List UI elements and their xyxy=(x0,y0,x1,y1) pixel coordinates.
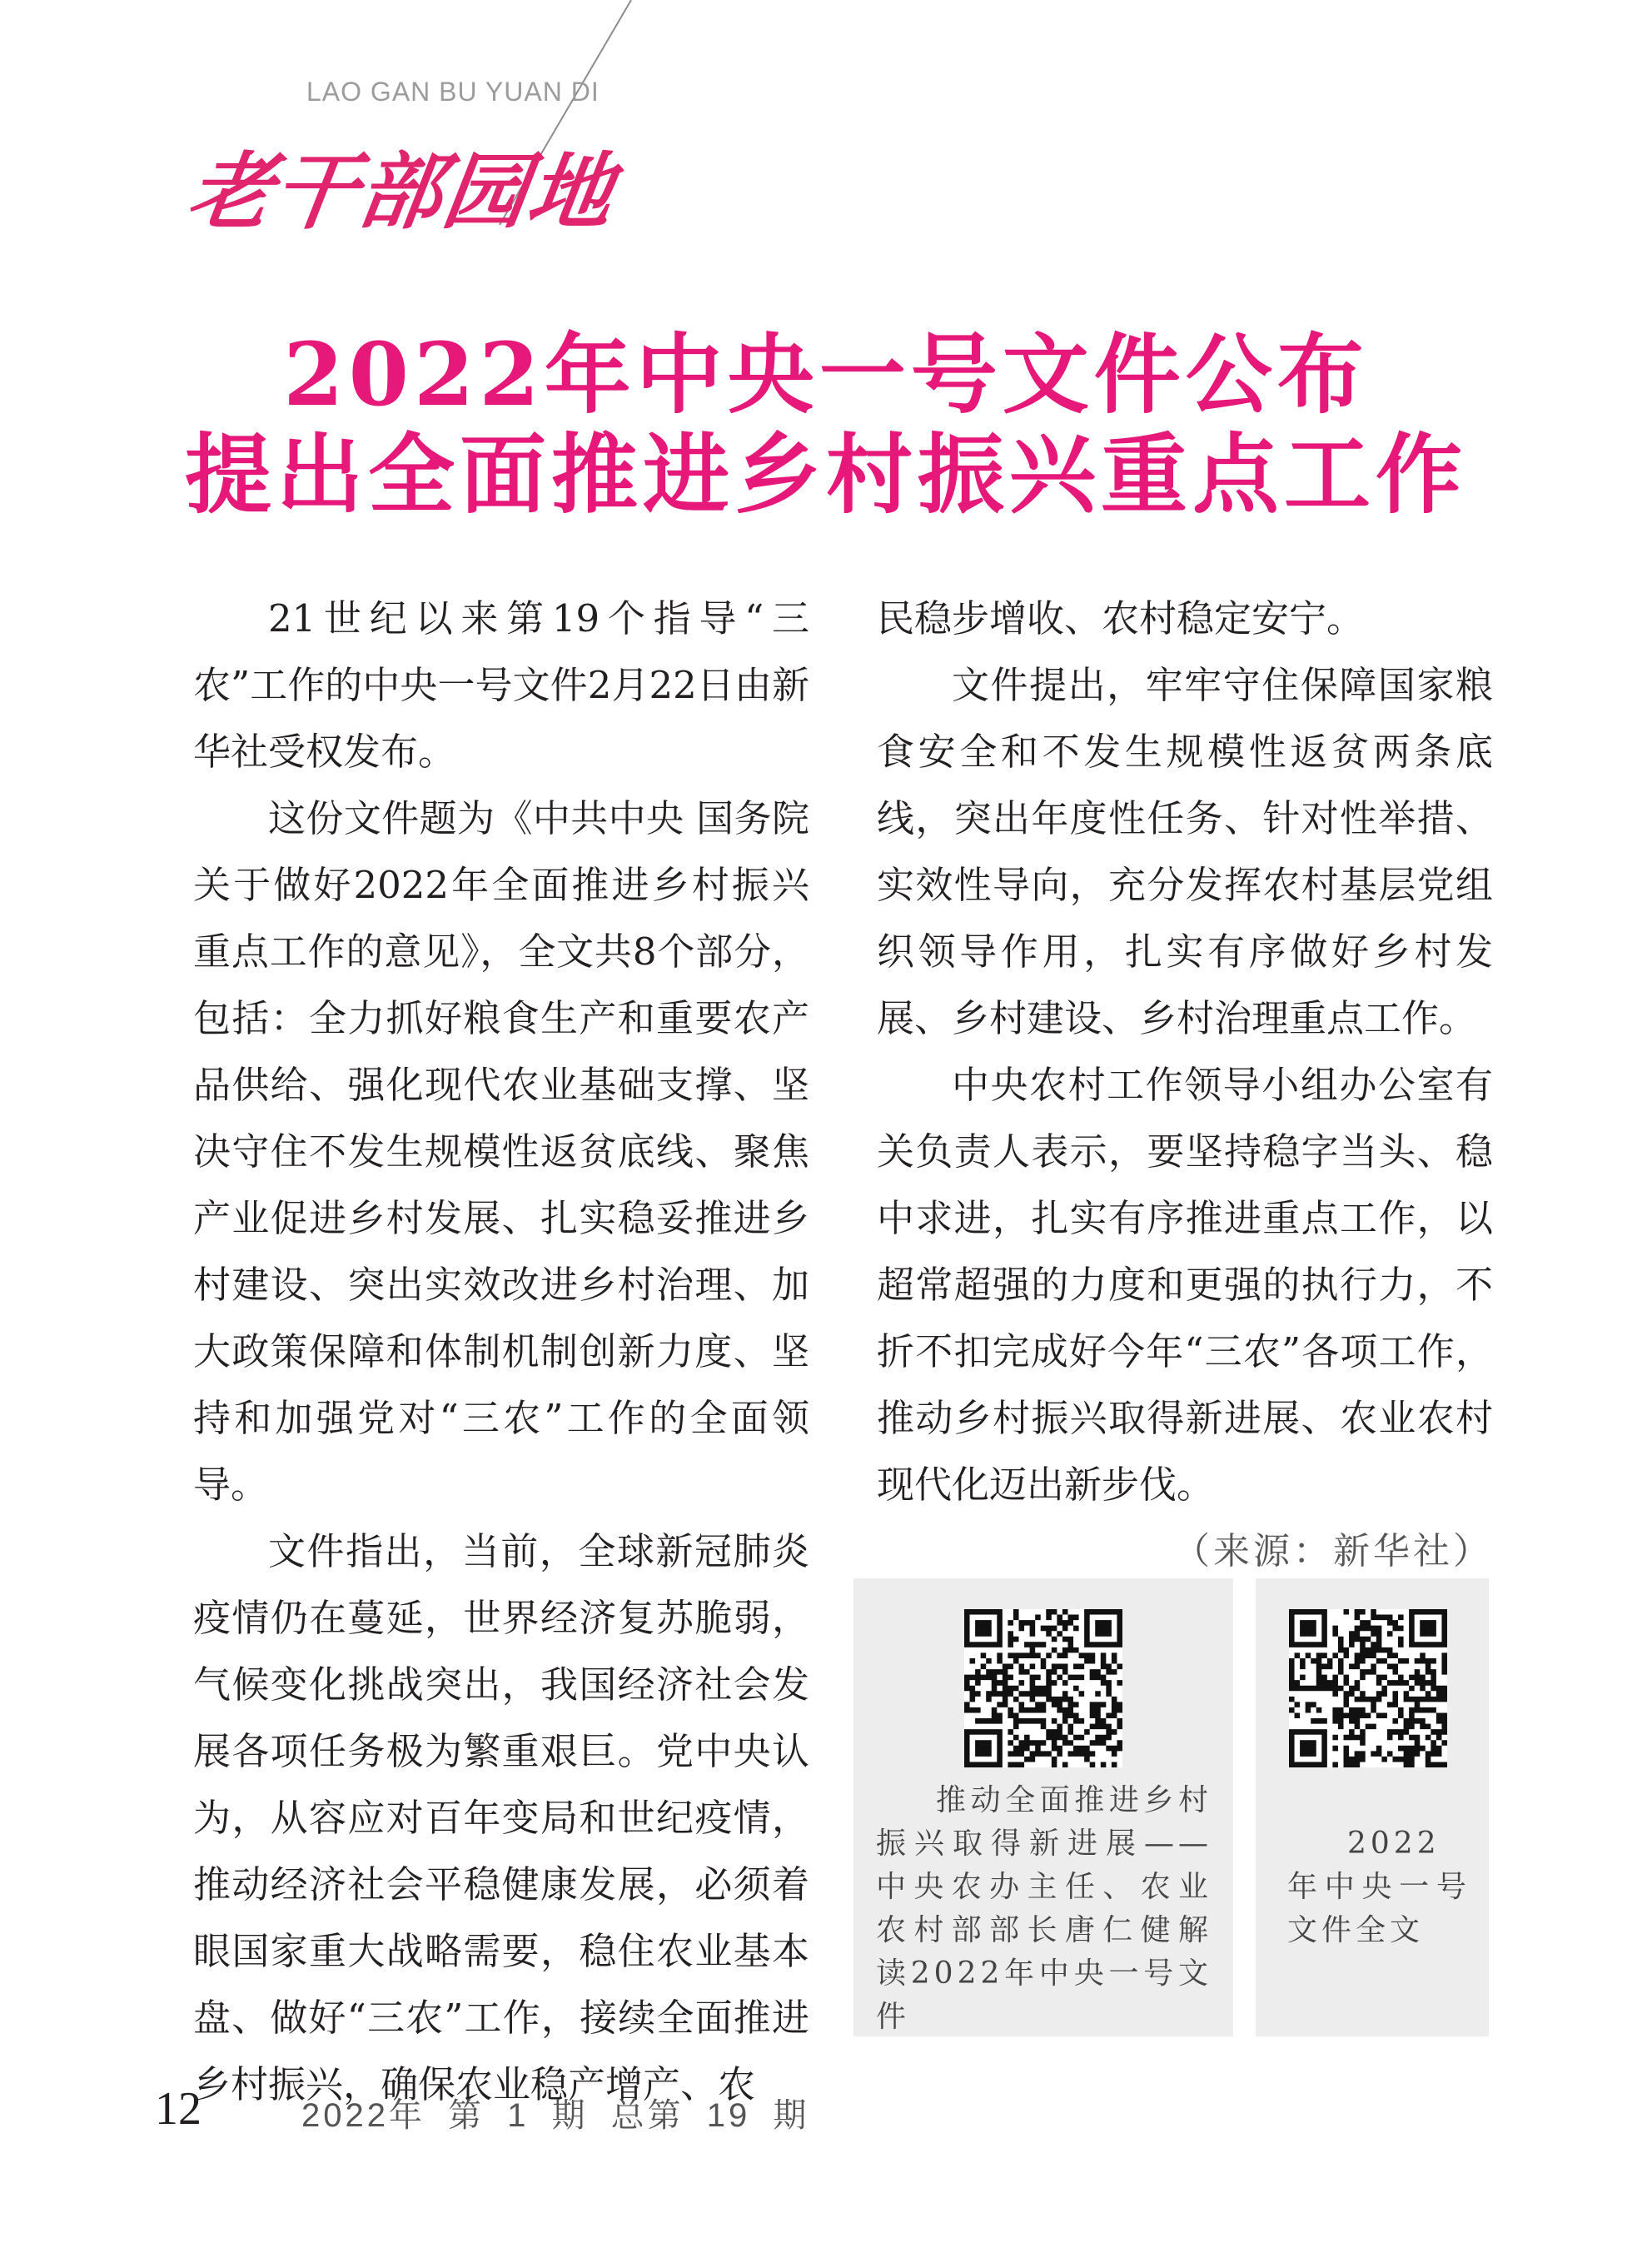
qr-code-icon[interactable] xyxy=(964,1609,1122,1767)
magazine-logo: 老干部园地 xyxy=(182,142,621,241)
article-title-line1: 2022年中央一号文件公布 xyxy=(283,323,1369,426)
paragraph: 这份文件题为《中共中央 国务院关于做好2022年全面推进乡村振兴重点工作的意见》，全文共8个部分，包括：全力抓好粮食生产和重要农产品供给、强化现代农业基础支撑、坚决守住不发生规模性返贫底线、聚焦产业促进乡村发展、扎实稳妥推进乡村建设、突出实效改进乡村治理、加大政策保障和体制机制创新力度、坚持和加强党对“三农”工作的全面领导。 xyxy=(193,796,809,1507)
article-source: （来源：新华社） xyxy=(1173,1530,1493,1573)
article-title-line2: 提出全面推进乡村振兴重点工作 xyxy=(184,423,1467,526)
issue-info: 2022年 第 1 期 总第 19 期 xyxy=(301,2097,810,2134)
page-number: 12 xyxy=(155,2083,202,2135)
article-right-column xyxy=(877,586,1493,1585)
paragraph-continuation: 民稳步增收、农村稳定安宁。 xyxy=(877,596,1365,641)
paragraph: 文件提出，牢牢守住保障国家粮食安全和不发生规模性返贫两条底线，突出年度性任务、针对性举措、实效性导向，充分发挥农村基层党组织领导作用，扎实有序做好乡村发展、乡村建设、乡村治理重点工作。 xyxy=(877,663,1493,1040)
paragraph: 21世纪以来第19个指导“三农”工作的中央一号文件2月22日由新华社受权发布。 xyxy=(193,596,809,774)
paragraph: 文件指出，当前，全球新冠肺炎疫情仍在蔓延，世界经济复苏脆弱，气候变化挑战突出，我国经济社会发展各项任务极为繁重艰巨。党中央认为，从容应对百年变局和世纪疫情，推动经济社会平稳健康发展，必须着眼国家重大战略需要，稳住农业基本盘、做好“三农”工作，接续全面推进乡村振兴，确保农业稳产增产、农 xyxy=(193,1529,809,2106)
qr-caption: 2022年中央一号文件全文 xyxy=(1287,1827,1470,1947)
magazine-pinyin: LAO GAN BU YUAN DI xyxy=(306,77,600,107)
article-left-column xyxy=(193,586,809,2118)
qr-caption: 推动全面推进乡村振兴取得新进展——中央农办主任、农业农村部部长唐仁健解读2022年中央一号文件 xyxy=(876,1783,1212,2034)
paragraph: 中央农村工作领导小组办公室有关负责人表示，要坚持稳字当头、稳中求进，扎实有序推进重点工作，以超常超强的力度和更强的执行力，不折不扣完成好今年“三农”各项工作，推动乡村振兴取得新进展、农业农村现代化迈出新步伐。 xyxy=(877,1063,1493,1507)
qr-code-icon[interactable] xyxy=(1289,1609,1447,1767)
